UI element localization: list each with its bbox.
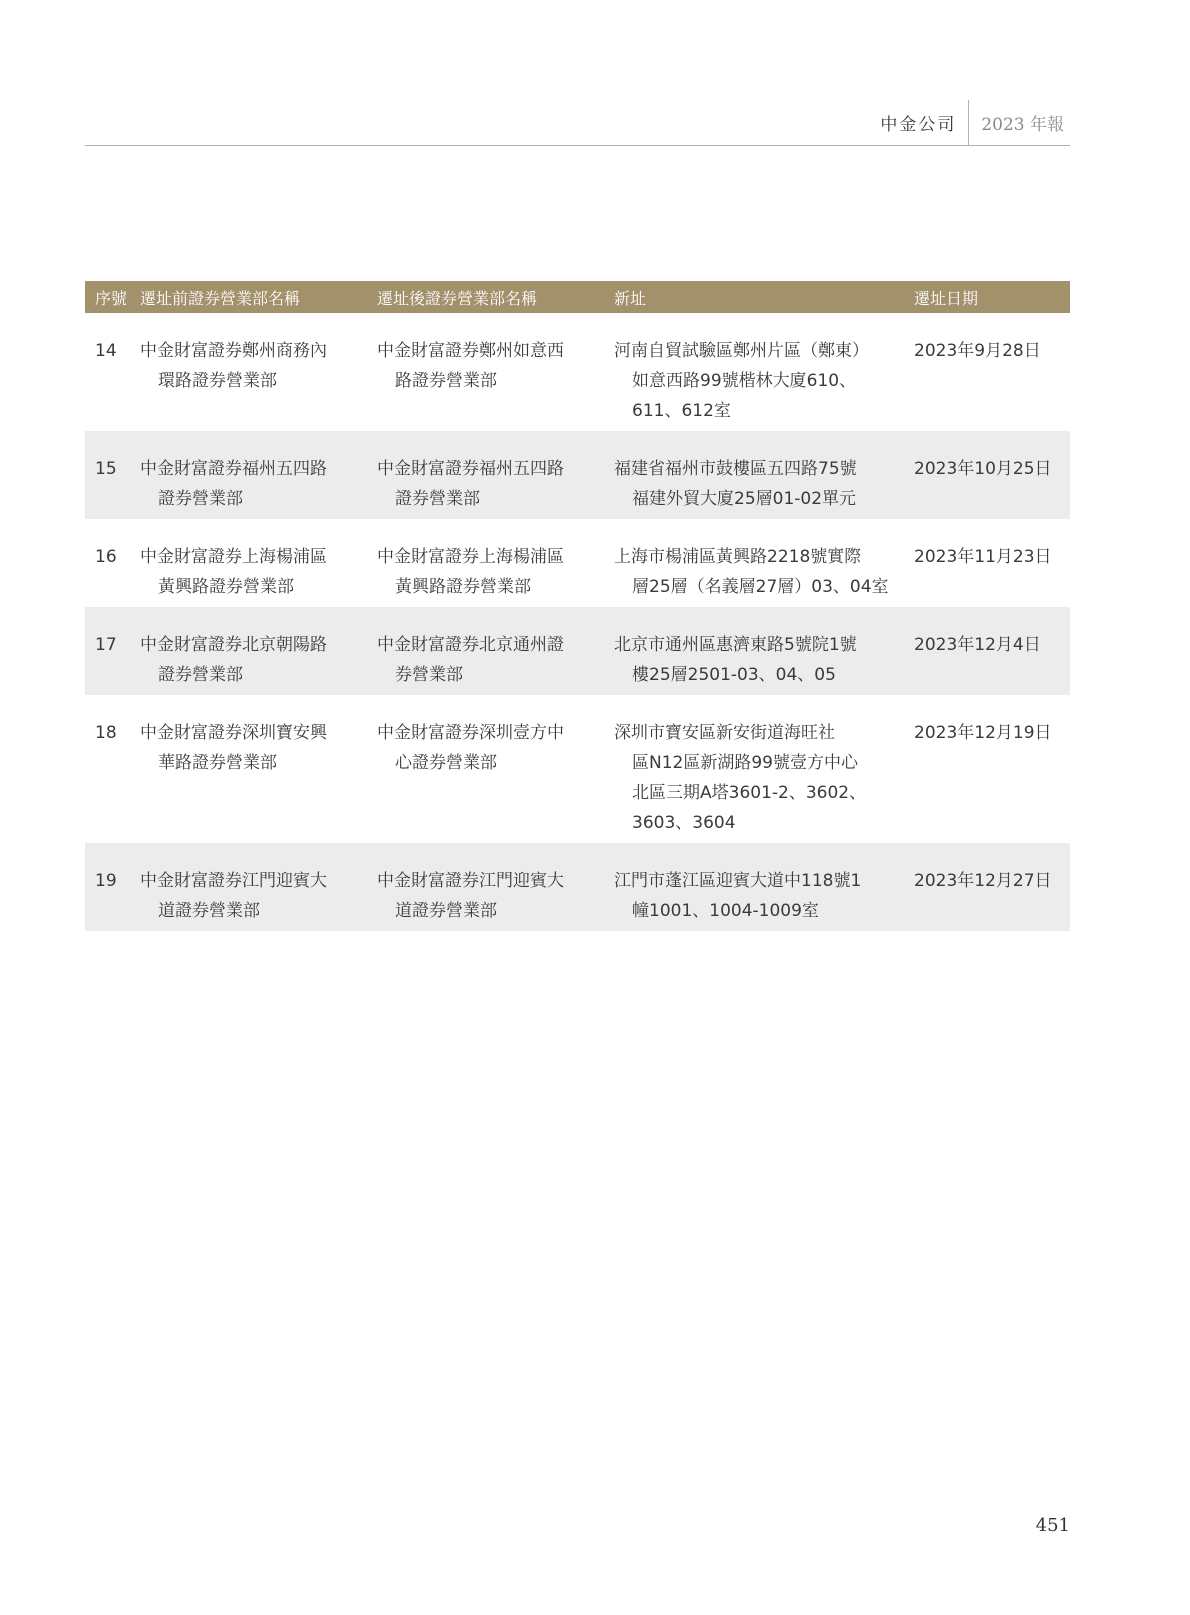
cell-before-line: 證券營業部 xyxy=(158,489,243,509)
cell-address-line: 樓25層2501-03、04、05 xyxy=(632,665,836,685)
cell-after-line: 中金財富證券北京通州證 xyxy=(377,635,564,655)
table-row xyxy=(85,431,1070,519)
cell-after xyxy=(367,313,604,431)
cell-address-line: 北京市通州區惠濟東路5號院1號 xyxy=(614,635,857,655)
col-header-address: 新址 xyxy=(604,281,904,313)
cell-after-line: 中金財富證券福州五四路 xyxy=(377,459,564,479)
cell-after-line: 證券營業部 xyxy=(395,489,480,509)
cell-after-line: 道證券營業部 xyxy=(395,901,497,921)
cell-before-line: 華路證券營業部 xyxy=(158,753,277,773)
cell-no: 18 xyxy=(95,723,117,743)
cell-address-line: 如意西路99號楷林大廈610、 xyxy=(632,371,857,391)
cell-address-line: 深圳市寶安區新安街道海旺社 xyxy=(614,723,835,743)
cell-no: 16 xyxy=(95,547,117,567)
cell-address-line: 福建省福州市鼓樓區五四路75號 xyxy=(614,459,857,479)
cell-date: 2023年9月28日 xyxy=(914,341,1041,361)
cell-before-line: 中金財富證券鄭州商務內 xyxy=(140,341,327,361)
cell-address-line: 上海市楊浦區黃興路2218號實際 xyxy=(614,547,862,567)
table-row xyxy=(85,695,1070,843)
cell-address-line: 福建外貿大廈25層01-02單元 xyxy=(632,489,857,509)
cell-after-line: 中金財富證券江門迎賓大 xyxy=(377,871,564,891)
cell-after-line: 中金財富證券上海楊浦區 xyxy=(377,547,564,567)
cell-before-line: 中金財富證券北京朝陽路 xyxy=(140,635,327,655)
cell-after-line: 路證券營業部 xyxy=(395,371,497,391)
cell-address xyxy=(604,843,904,931)
cell-address xyxy=(604,607,904,695)
cell-before-line: 中金財富證券深圳寶安興 xyxy=(140,723,327,743)
cell-after xyxy=(367,843,604,931)
cell-before xyxy=(130,607,367,695)
cell-address xyxy=(604,431,904,519)
cell-date: 2023年10月25日 xyxy=(904,431,1070,519)
cell-address-line: 幢1001、1004-1009室 xyxy=(632,901,819,921)
cell-before xyxy=(130,313,367,431)
header-title-group xyxy=(880,98,1064,146)
cell-no: 14 xyxy=(95,341,117,361)
cell-date: 2023年11月23日 xyxy=(914,547,1052,567)
page-number: 451 xyxy=(1035,1515,1070,1536)
cell-before xyxy=(130,695,367,843)
cell-after xyxy=(367,431,604,519)
col-header-no: 序號 xyxy=(85,281,130,313)
cell-no: 15 xyxy=(85,431,130,519)
cell-address xyxy=(604,519,904,607)
cell-after-line: 黃興路證券營業部 xyxy=(395,577,531,597)
cell-after-line: 券營業部 xyxy=(395,665,463,685)
relocation-table xyxy=(85,281,1070,931)
company-name: 中金公司 xyxy=(880,114,957,135)
table-header-row xyxy=(85,281,1070,313)
table-row xyxy=(85,519,1070,607)
cell-date: 2023年12月27日 xyxy=(904,843,1070,931)
cell-after xyxy=(367,519,604,607)
cell-before-line: 中金財富證券福州五四路 xyxy=(140,459,327,479)
table-body xyxy=(85,313,1070,931)
cell-address-line: 河南自貿試驗區鄭州片區（鄭東） xyxy=(614,341,869,361)
cell-address-line: 611、612室 xyxy=(632,401,731,421)
table-row xyxy=(85,313,1070,431)
table-row xyxy=(85,607,1070,695)
cell-no: 19 xyxy=(85,843,130,931)
cell-date: 2023年12月19日 xyxy=(914,723,1052,743)
cell-before-line: 中金財富證券江門迎賓大 xyxy=(140,871,327,891)
cell-address xyxy=(604,313,904,431)
cell-after-line: 中金財富證券鄭州如意西 xyxy=(377,341,564,361)
cell-after xyxy=(367,695,604,843)
cell-date: 2023年12月4日 xyxy=(904,607,1070,695)
cell-address-line: 3603、3604 xyxy=(632,813,736,833)
report-title: 2023 年報 xyxy=(981,114,1064,135)
cell-no: 17 xyxy=(85,607,130,695)
cell-after-line: 中金財富證券深圳壹方中 xyxy=(377,723,564,743)
cell-before-line: 道證券營業部 xyxy=(158,901,260,921)
cell-before-line: 中金財富證券上海楊浦區 xyxy=(140,547,327,567)
cell-before xyxy=(130,431,367,519)
col-header-date: 遷址日期 xyxy=(904,281,1070,313)
cell-address-line: 層25層（名義層27層）03、04室 xyxy=(632,577,889,597)
cell-before-line: 環路證券營業部 xyxy=(158,371,277,391)
cell-address-line: 區N12區新湖路99號壹方中心 xyxy=(632,753,858,773)
table-row xyxy=(85,843,1070,931)
cell-before-line: 黃興路證券營業部 xyxy=(158,577,294,597)
cell-address-line: 北區三期A塔3601-2、3602、 xyxy=(632,783,867,803)
cell-after xyxy=(367,607,604,695)
cell-address xyxy=(604,695,904,843)
cell-address-line: 江門市蓬江區迎賓大道中118號1 xyxy=(614,871,862,891)
page-header xyxy=(85,98,1070,146)
cell-before xyxy=(130,519,367,607)
col-header-before: 遷址前證券營業部名稱 xyxy=(130,281,367,313)
cell-after-line: 心證券營業部 xyxy=(395,753,497,773)
cell-before xyxy=(130,843,367,931)
col-header-after: 遷址後證券營業部名稱 xyxy=(367,281,604,313)
cell-before-line: 證券營業部 xyxy=(158,665,243,685)
